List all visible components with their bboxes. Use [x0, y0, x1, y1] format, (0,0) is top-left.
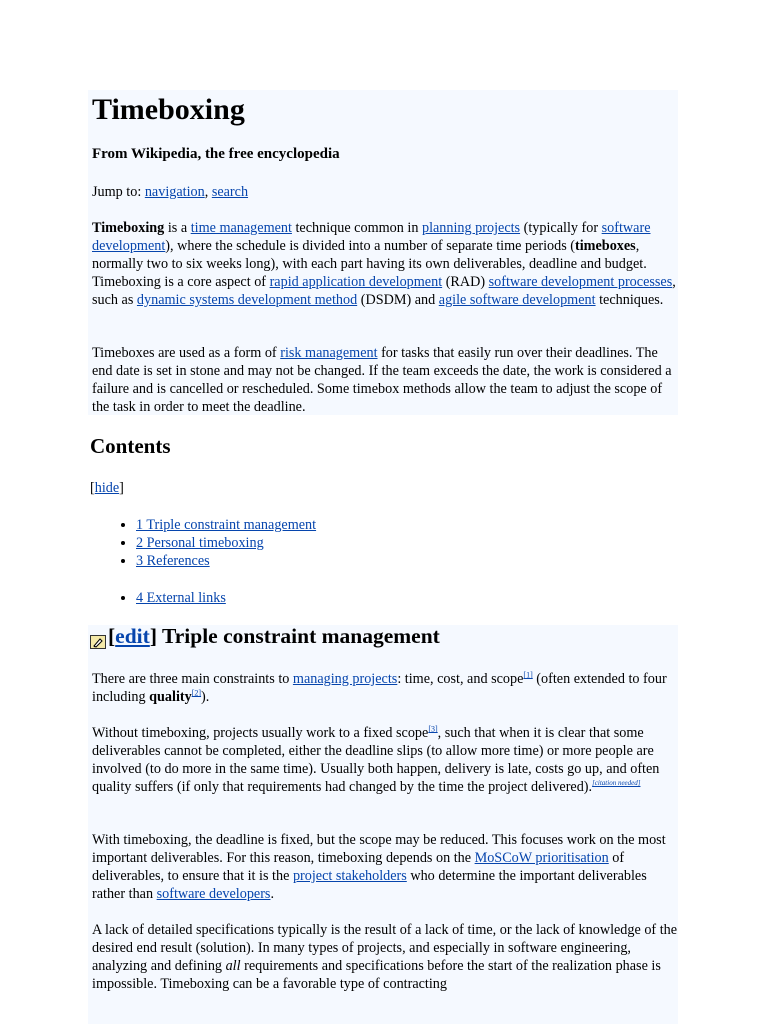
text-run: technique common in [291, 220, 422, 236]
text-run: , such as [92, 274, 676, 308]
toc-item [136, 534, 316, 552]
contents-heading: Contents [90, 434, 171, 458]
section-paragraph-4 [92, 921, 678, 993]
toc-item [136, 516, 316, 534]
toc-link-triple-constraint[interactable]: 1 Triple constraint management [136, 517, 317, 533]
toc-item [136, 552, 316, 570]
text-run: is a [164, 220, 191, 236]
toc-hide-bracket-open: [ [90, 480, 95, 496]
jump-separator: , [204, 184, 212, 200]
bold-term: timeboxes [575, 238, 636, 254]
text-run: techniques. [595, 292, 664, 308]
page-title: Timeboxing [92, 93, 245, 126]
bold-term: quality [149, 689, 192, 705]
text-run: Without timeboxing, projects usually work to a fixed scope [92, 725, 429, 741]
text-run: : time, cost, and scope [397, 671, 524, 687]
inline-link[interactable]: dynamic systems development method [136, 292, 358, 308]
section-heading-triple-constraint [90, 624, 440, 649]
toc-list-extra [90, 589, 226, 607]
text-run: (DSDM) and [357, 292, 439, 308]
toc-link-references[interactable]: 3 References [136, 553, 210, 569]
section-title: Triple constraint management [156, 624, 440, 648]
text-run: ), where the schedule is divided into a number of separate time periods ( [165, 238, 576, 254]
inline-link[interactable]: managing projects [292, 671, 398, 687]
inline-link[interactable]: time management [190, 220, 292, 236]
jump-search-link[interactable]: search [211, 184, 249, 200]
text-run: With timeboxing, the deadline is fixed, but the scope may be reduced. This focuses work on the most important deliverables. For this reason, timeboxing depends on the [92, 832, 666, 866]
section-paragraph-2 [92, 724, 678, 796]
pencil-icon[interactable] [90, 630, 106, 644]
edit-bracket-close: ] [149, 624, 157, 648]
reference-superscript [523, 670, 532, 679]
toc-hide-control [90, 480, 124, 497]
text-run: for tasks that easily run over their deadlines. The end date is set in stone and may not be changed. If the team exceeds the date, the work is considered a failure and is cancelled or rescheduled. Some timebox methods allow the team to adjust the scope of the task in order to meet the deadline. [92, 345, 672, 415]
text-run: Timeboxes are used as a form of [92, 345, 281, 361]
toc-link-external-links[interactable]: 4 External links [136, 590, 226, 606]
text-run: (typically for [520, 220, 602, 236]
edit-bracket-open: [ [108, 624, 116, 648]
jump-navigation-link[interactable]: navigation [144, 184, 205, 200]
reference-superscript [192, 688, 201, 697]
inline-link[interactable]: rapid application development [269, 274, 443, 290]
text-run: who determine the important deliverables rather than [92, 868, 647, 902]
inline-link[interactable]: project stakeholders [292, 868, 407, 884]
jump-to-links [92, 184, 248, 201]
section-paragraph-3 [92, 831, 678, 903]
text-run: There are three main constraints to [92, 671, 293, 687]
toc-link-personal-timeboxing[interactable]: 2 Personal timeboxing [136, 535, 264, 551]
toc-item [136, 589, 226, 607]
inline-link[interactable]: software developers [156, 886, 271, 902]
text-run: requirements and specifications before the start of the realization phase is impossible. Timeboxing can be a favorable type of contracting [92, 958, 661, 992]
text-run: (RAD) [442, 274, 489, 290]
page-subtitle: From Wikipedia, the free encyclopedia [92, 146, 340, 162]
edit-section-link[interactable]: edit [115, 624, 150, 648]
toc-hide-bracket-close: ] [119, 480, 124, 496]
inline-link[interactable]: MoSCoW prioritisation [474, 850, 609, 866]
jump-to-label: Jump to: [92, 184, 145, 200]
italic-term: all [225, 958, 241, 974]
reference-superscript [428, 724, 437, 733]
inline-link[interactable]: planning projects [421, 220, 521, 236]
toc-list [90, 516, 316, 570]
inline-link[interactable]: agile software development [438, 292, 596, 308]
reference-link[interactable]: [2] [191, 688, 202, 698]
text-run: A lack of detailed specifications typically is the result of a lack of time, or the lack of knowledge of the desired end result (solution). In many types of projects, and especially in software engineering, analyzing and defining [92, 922, 678, 974]
toc-hide-link[interactable]: hide [94, 480, 120, 496]
intro-paragraph-2 [92, 344, 678, 416]
citation-needed-link[interactable]: [citation needed] [592, 779, 641, 788]
inline-link[interactable]: software development processes [488, 274, 673, 290]
reference-link[interactable]: [1] [523, 670, 533, 680]
text-run: , normally two to six weeks long), with each part having its own deliverables, deadline and budget. Timeboxing is a core aspect of [92, 238, 647, 290]
bold-term: Timeboxing [92, 220, 165, 236]
reference-link[interactable]: [3] [428, 724, 438, 734]
text-run: , such that when it is clear that some deliverables cannot be completed, either the deadline slips (to allow more time) or more people are involved (to do more in the same time). Usually both happen, delivery is late, costs go up, and often quality suffers (if only that requirements had changed by the time the project delivered). [92, 725, 660, 795]
text-run: of deliverables, to ensure that it is the [92, 850, 625, 884]
intro-paragraph-1 [92, 219, 678, 309]
inline-link[interactable]: software development [92, 220, 651, 254]
text-run: ). [201, 689, 210, 705]
text-run: . [270, 886, 275, 902]
text-run: (often extended to four including [92, 671, 667, 705]
inline-link[interactable]: risk management [280, 345, 378, 361]
citation-needed [592, 778, 640, 787]
section-paragraph-1 [92, 670, 678, 706]
